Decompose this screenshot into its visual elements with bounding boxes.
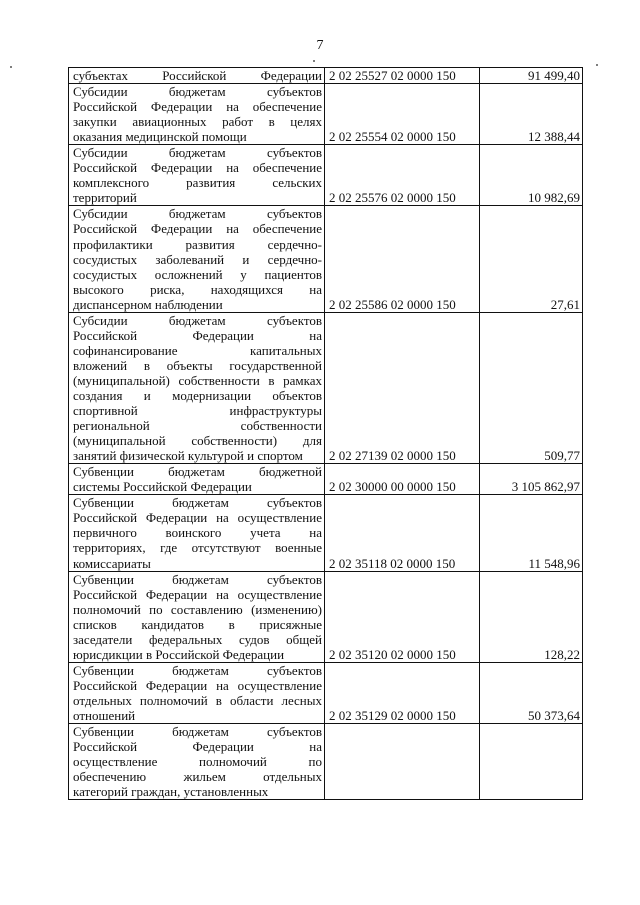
row-amount: 3 105 862,97 <box>480 464 583 495</box>
description-line: Субсидии бюджетам субъектов <box>73 206 322 222</box>
table-row <box>69 84 583 145</box>
description-line: (муниципальной собственности) для <box>73 433 322 449</box>
scan-speck <box>313 60 315 62</box>
row-description <box>69 571 325 662</box>
row-budget-code: 2 02 25527 02 0000 150 <box>325 68 480 84</box>
description-line: заседатели федеральных судов общей <box>73 631 322 647</box>
budget-revenue-table <box>68 67 583 800</box>
description-line: Субвенции бюджетам субъектов <box>73 724 322 740</box>
table-row <box>69 145 583 206</box>
row-description <box>69 68 325 84</box>
scan-speck <box>10 66 12 68</box>
row-budget-code: 2 02 27139 02 0000 150 <box>325 312 480 463</box>
row-description <box>69 495 325 571</box>
row-amount: 128,22 <box>480 571 583 662</box>
description-line: комплексного развития сельских <box>73 175 322 191</box>
description-line: диспансерном наблюдении <box>73 296 223 312</box>
row-amount: 11 548,96 <box>480 495 583 571</box>
table-row <box>69 206 583 312</box>
row-budget-code: 2 02 35129 02 0000 150 <box>325 662 480 723</box>
row-budget-code: 2 02 25554 02 0000 150 <box>325 84 480 145</box>
row-description <box>69 662 325 723</box>
row-amount: 50 373,64 <box>480 662 583 723</box>
description-line: субъектах Российской Федерации <box>73 68 322 83</box>
table-row <box>69 495 583 571</box>
table-row <box>69 464 583 495</box>
description-line: комиссариаты <box>73 555 151 571</box>
description-line: отношений <box>73 707 136 723</box>
description-line: спортивной инфраструктуры <box>73 403 322 419</box>
description-line: первичного воинского учета на <box>73 525 322 541</box>
row-budget-code: 2 02 25576 02 0000 150 <box>325 145 480 206</box>
description-line: сосудистых осложнений у пациентов <box>73 266 322 282</box>
description-line: Субвенции бюджетам субъектов <box>73 662 322 678</box>
description-line: Российской Федерации на обеспечение <box>73 99 322 115</box>
row-amount: 12 388,44 <box>480 84 583 145</box>
description-line: Российской Федерации на обеспечение <box>73 160 322 176</box>
scan-speck <box>596 64 598 66</box>
page-number: 7 <box>316 38 324 53</box>
description-line: софинансирование капитальных <box>73 342 322 358</box>
description-line: списков кандидатов в присяжные <box>73 616 322 632</box>
row-description <box>69 312 325 463</box>
description-line: высокого риска, находящихся на <box>73 281 322 297</box>
row-budget-code: 2 02 35118 02 0000 150 <box>325 495 480 571</box>
row-description <box>69 84 325 145</box>
row-amount: 10 982,69 <box>480 145 583 206</box>
table-row <box>69 724 583 800</box>
description-line: Российской Федерации на осуществление <box>73 586 322 602</box>
row-description <box>69 206 325 312</box>
row-amount: 27,61 <box>480 206 583 312</box>
row-budget-code <box>325 724 480 800</box>
description-line: сосудистых заболеваний и сердечно- <box>73 251 322 267</box>
table-row <box>69 68 583 84</box>
description-line: Российской Федерации на осуществление <box>73 677 322 693</box>
description-line: Субсидии бюджетам субъектов <box>73 312 322 328</box>
description-line: профилактики развития сердечно- <box>73 236 322 252</box>
description-line: занятий физической культурой и спортом <box>73 448 303 464</box>
row-description <box>69 464 325 495</box>
description-line: Субсидии бюджетам субъектов <box>73 145 322 161</box>
description-line: (муниципальной) собственности в рамках <box>73 372 322 388</box>
description-line: Российской Федерации на <box>73 739 322 755</box>
description-line: территорий <box>73 190 137 206</box>
description-line: юрисдикции в Российской Федерации <box>73 646 285 662</box>
description-line: Российской Федерации на осуществление <box>73 510 322 526</box>
description-line: Российской Федерации на <box>73 327 322 343</box>
description-line: Субвенции бюджетам субъектов <box>73 495 322 511</box>
row-amount: 91 499,40 <box>480 68 583 84</box>
description-line: оказания медицинской помощи <box>73 129 247 145</box>
description-line: полномочий по составлению (изменению) <box>73 601 322 617</box>
description-line: обеспечению жильем отдельных <box>73 769 322 785</box>
table-row <box>69 662 583 723</box>
description-line: Российской Федерации на обеспечение <box>73 221 322 237</box>
description-line: Субвенции бюджетам субъектов <box>73 571 322 587</box>
row-amount <box>480 724 583 800</box>
description-line: Субвенции бюджетам бюджетной <box>73 464 322 480</box>
row-description <box>69 724 325 800</box>
row-budget-code: 2 02 35120 02 0000 150 <box>325 571 480 662</box>
description-line: Субсидии бюджетам субъектов <box>73 84 322 100</box>
description-line: осуществление полномочий по <box>73 754 322 770</box>
description-line: вложений в объекты государственной <box>73 357 322 373</box>
row-budget-code: 2 02 25586 02 0000 150 <box>325 206 480 312</box>
description-line: территориях, где отсутствуют военные <box>73 540 322 556</box>
description-line: региональной собственности <box>73 418 322 434</box>
table-row <box>69 571 583 662</box>
description-line: создания и модернизации объектов <box>73 387 322 403</box>
description-line: категорий граждан, установленных <box>73 784 269 800</box>
description-line: отдельных полномочий в области лесных <box>73 692 322 708</box>
row-amount: 509,77 <box>480 312 583 463</box>
row-budget-code: 2 02 30000 00 0000 150 <box>325 464 480 495</box>
row-description <box>69 145 325 206</box>
table-row <box>69 312 583 463</box>
description-line: системы Российской Федерации <box>73 479 252 495</box>
description-line: закупки авиационных работ в целях <box>73 114 322 130</box>
